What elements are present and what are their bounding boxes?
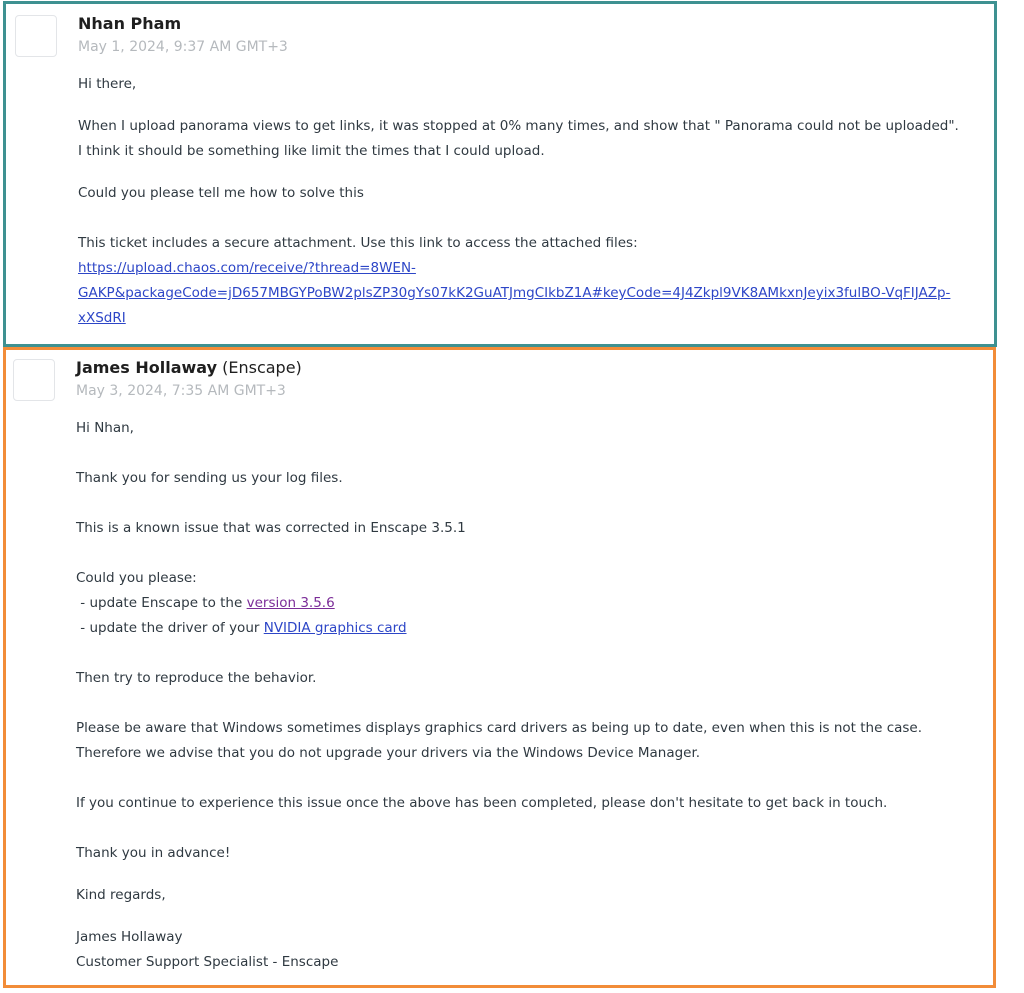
comment-body	[78, 72, 984, 331]
paragraph	[78, 114, 984, 164]
paragraph: Thank you for sending us your log files.	[76, 470, 343, 486]
signature	[76, 925, 983, 975]
step-text: - update the driver of your	[76, 620, 264, 636]
attachment-url-line: GAKP&packageCode=jD657MBGYPoBW2plsZP30gYs07kK2GuATJmgCIkbZ1A#keyCode=4J4Zkpl9VK8AMkxnJeyix3fulBO-VqFIJAZp-	[78, 285, 951, 301]
attachment-note: This ticket includes a secure attachment. Use this link to access the attached files:	[78, 235, 638, 251]
paragraph-line: Therefore we advise that you do not upgrade your drivers via the Windows Device Manager.	[76, 745, 701, 761]
attachment-url-line: xXSdRI	[78, 310, 126, 326]
author-name: James Hollaway	[76, 358, 218, 377]
author-org: (Enscape)	[222, 358, 302, 377]
comment-author	[78, 13, 984, 34]
avatar	[15, 15, 57, 57]
paragraph: This is a known issue that was corrected in Enscape 3.5.1	[76, 520, 466, 536]
paragraph: Thank you in advance!	[76, 845, 231, 861]
signature-title: Customer Support Specialist - Enscape	[76, 954, 339, 970]
comment-timestamp: May 3, 2024, 7:35 AM GMT+3	[76, 383, 286, 399]
nvidia-driver-link[interactable]: NVIDIA graphics card	[263, 620, 407, 636]
step-item	[76, 591, 983, 616]
greeting: Hi there,	[78, 76, 137, 92]
ticket-comment-customer	[3, 1, 997, 347]
comment-content	[78, 13, 984, 331]
step-text: - update Enscape to the	[76, 595, 247, 611]
version-link[interactable]: version 3.5.6	[246, 595, 335, 611]
ticket-comment-agent	[3, 347, 996, 988]
paragraph: Could you please:	[76, 570, 197, 586]
comment-timestamp: May 1, 2024, 9:37 AM GMT+3	[78, 39, 288, 55]
paragraph-line: When I upload panorama views to get links, it was stopped at 0% many times, and show that " Panorama could not be uploaded".	[78, 118, 959, 134]
greeting: Hi Nhan,	[76, 420, 134, 436]
paragraph	[76, 716, 983, 766]
attachment-url-line: https://upload.chaos.com/receive/?thread=8WEN-	[78, 260, 416, 276]
paragraph: If you continue to experience this issue once the above has been completed, please don't hesitate to get back in touch.	[76, 795, 888, 811]
paragraph-line: Please be aware that Windows sometimes displays graphics card drivers as being up to date, even when this is not the case.	[76, 720, 923, 736]
comment-body	[76, 416, 983, 975]
signature-name: James Hollaway	[76, 929, 183, 945]
comment-author	[76, 357, 983, 378]
paragraph-line: I think it should be something like limit the times that I could upload.	[78, 143, 545, 159]
paragraph: Could you please tell me how to solve this	[78, 185, 364, 201]
avatar	[13, 359, 55, 401]
attachment-link[interactable]	[78, 260, 950, 326]
step-item	[76, 616, 983, 641]
author-name: Nhan Pham	[78, 14, 182, 33]
closing: Kind regards,	[76, 887, 166, 903]
comment-content	[76, 357, 983, 975]
paragraph: Then try to reproduce the behavior.	[76, 670, 317, 686]
